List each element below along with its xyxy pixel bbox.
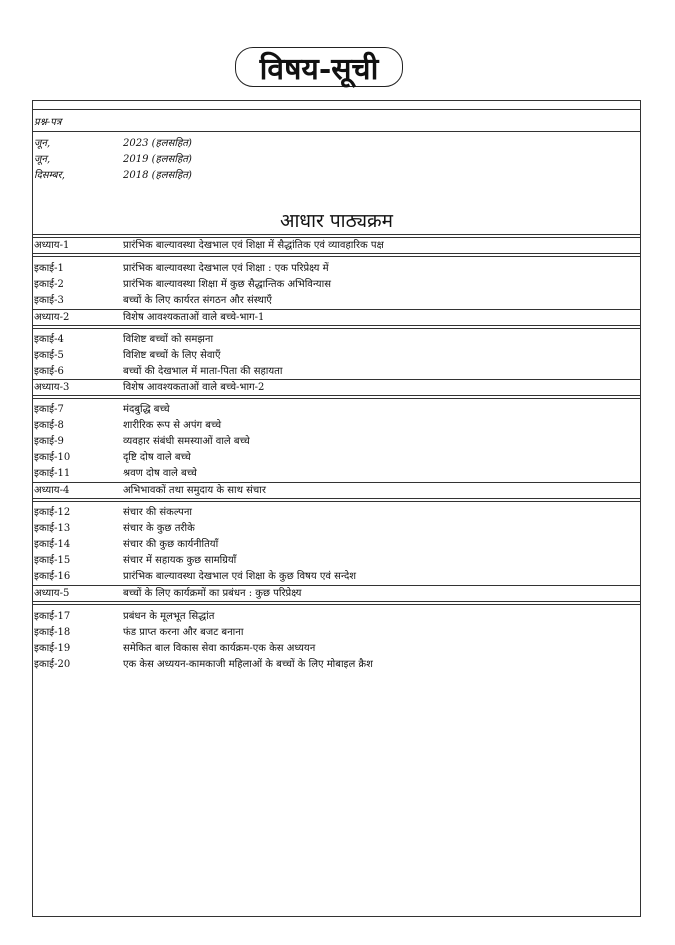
paper-row — [33, 153, 640, 167]
unit-label: इकाई-4 — [34, 334, 64, 345]
paper-note: (हलसहित) — [151, 170, 192, 181]
unit-row — [33, 403, 640, 417]
unit-label: इकाई-3 — [34, 295, 64, 306]
unit-row — [33, 349, 640, 363]
unit-label: इकाई-7 — [34, 404, 64, 415]
unit-row — [33, 506, 640, 520]
unit-row — [33, 294, 640, 308]
unit-label: इकाई-14 — [34, 539, 71, 550]
paper-year: 2023 — [123, 138, 149, 149]
unit-row — [33, 658, 640, 672]
paper-header — [33, 116, 640, 130]
unit-row — [33, 419, 640, 433]
divider — [33, 601, 640, 605]
unit-title: एक केस अध्ययन-कामकाजी महिलाओं के बच्चों के लिए मोबाइल क्रैश — [123, 659, 373, 670]
unit-title: संचार के कुछ तरीके — [123, 523, 195, 534]
unit-label: इकाई-12 — [34, 507, 71, 518]
paper-row — [33, 169, 640, 183]
unit-title: दृष्टि दोष वाले बच्चे — [123, 452, 191, 463]
paper-note: (हलसहित) — [151, 138, 192, 149]
unit-label: इकाई-20 — [34, 659, 71, 670]
paper-row — [33, 137, 640, 151]
chapter-row — [33, 587, 640, 601]
divider — [33, 234, 640, 238]
chapter-row — [33, 484, 640, 498]
paper-session: जून, — [34, 154, 51, 165]
unit-row — [33, 365, 640, 379]
unit-title: बच्चों की देखभाल में माता-पिता की सहायता — [123, 366, 283, 377]
unit-label: इकाई-16 — [34, 571, 71, 582]
chapter-title: बच्चों के लिए कार्यक्रमों का प्रबंधन : कुछ परिप्रेक्ष्य — [123, 588, 302, 599]
unit-title: श्रवण दोष वाले बच्चे — [123, 468, 197, 479]
divider — [33, 309, 640, 310]
unit-row — [33, 522, 640, 536]
paper-year: 2019 — [123, 154, 149, 165]
chapter-label: अध्याय-2 — [34, 312, 70, 323]
divider — [33, 325, 640, 329]
paper-year: 2018 — [123, 170, 149, 181]
unit-label: इकाई-18 — [34, 627, 71, 638]
chapter-label: अध्याय-1 — [34, 240, 70, 251]
divider — [33, 585, 640, 586]
unit-title: विशिष्ट बच्चों के लिए सेवाएँ — [123, 350, 221, 361]
unit-row — [33, 554, 640, 568]
unit-row — [33, 538, 640, 552]
unit-label: इकाई-15 — [34, 555, 71, 566]
unit-label: इकाई-10 — [34, 452, 71, 463]
unit-title: शारीरिक रूप से अपंग बच्चे — [123, 420, 222, 431]
chapter-label: अध्याय-4 — [34, 485, 70, 496]
unit-title: संचार में सहायक कुछ सामग्रियाँ — [123, 555, 237, 566]
unit-row — [33, 610, 640, 624]
paper-session: जून, — [34, 138, 51, 149]
unit-row — [33, 642, 640, 656]
section-title: आधार पाठ्यक्रम — [280, 210, 393, 232]
divider — [33, 395, 640, 399]
unit-row — [33, 278, 640, 292]
chapter-row — [33, 311, 640, 325]
unit-label: इकाई-19 — [34, 643, 71, 654]
unit-title: प्रबंधन के मूलभूत सिद्धांत — [123, 611, 215, 622]
chapter-label: अध्याय-3 — [34, 382, 70, 393]
unit-title: फंड प्राप्त करना और बजट बनाना — [123, 627, 244, 638]
paper-label: प्रश्न-पत्र — [34, 117, 62, 128]
unit-title: बच्चों के लिए कार्यरत संगठन और संस्थाएँ — [123, 295, 272, 306]
unit-title: संचार की कुछ कार्यनीतियाँ — [123, 539, 219, 550]
unit-label: इकाई-1 — [34, 263, 64, 274]
chapter-title: विशेष आवश्यकताओं वाले बच्चे-भाग-2 — [123, 382, 265, 393]
page-title: विषय-सूची — [235, 47, 403, 87]
chapter-row — [33, 239, 640, 253]
divider — [33, 253, 640, 257]
unit-title: मंदबुद्धि बच्चे — [123, 404, 170, 415]
chapter-title: प्रारंभिक बाल्यावस्था देखभाल एवं शिक्षा में सैद्धांतिक एवं व्यावहारिक पक्ष — [123, 240, 384, 251]
unit-label: इकाई-2 — [34, 279, 64, 290]
unit-label: इकाई-5 — [34, 350, 64, 361]
divider — [33, 482, 640, 483]
unit-label: इकाई-13 — [34, 523, 71, 534]
divider — [33, 109, 640, 110]
chapter-title: अभिभावकों तथा समुदाय के साथ संचार — [123, 485, 266, 496]
unit-row — [33, 467, 640, 481]
chapter-title: विशेष आवश्यकताओं वाले बच्चे-भाग-1 — [123, 312, 265, 323]
unit-title: प्रारंभिक बाल्यावस्था देखभाल एवं शिक्षा के कुछ विषय एवं सन्देश — [123, 571, 357, 582]
unit-label: इकाई-9 — [34, 436, 64, 447]
unit-row — [33, 570, 640, 584]
unit-row — [33, 435, 640, 449]
unit-title: प्रारंभिक बाल्यावस्था देखभाल एवं शिक्षा : एक परिप्रेक्ष्य में — [123, 263, 329, 274]
unit-title: समेकित बाल विकास सेवा कार्यक्रम-एक केस अध्ययन — [123, 643, 316, 654]
unit-row — [33, 333, 640, 347]
divider — [33, 498, 640, 502]
unit-title: संचार की संकल्पना — [123, 507, 192, 518]
unit-row — [33, 451, 640, 465]
unit-label: इकाई-6 — [34, 366, 64, 377]
contents-table — [32, 100, 641, 917]
unit-title: प्रारंभिक बाल्यावस्था शिक्षा में कुछ सैद्धान्तिक अभिविन्यास — [123, 279, 331, 290]
unit-row — [33, 262, 640, 276]
divider — [33, 379, 640, 380]
unit-label: इकाई-17 — [34, 611, 71, 622]
unit-row — [33, 626, 640, 640]
unit-label: इकाई-8 — [34, 420, 64, 431]
unit-title: व्यवहार संबंधी समस्याओं वाले बच्चे — [123, 436, 250, 447]
paper-note: (हलसहित) — [151, 154, 192, 165]
unit-title: विशिष्ट बच्चों को समझना — [123, 334, 214, 345]
unit-label: इकाई-11 — [34, 468, 71, 479]
chapter-label: अध्याय-5 — [34, 588, 70, 599]
paper-session: दिसम्बर, — [34, 170, 65, 181]
chapter-row — [33, 381, 640, 395]
divider — [33, 131, 640, 132]
